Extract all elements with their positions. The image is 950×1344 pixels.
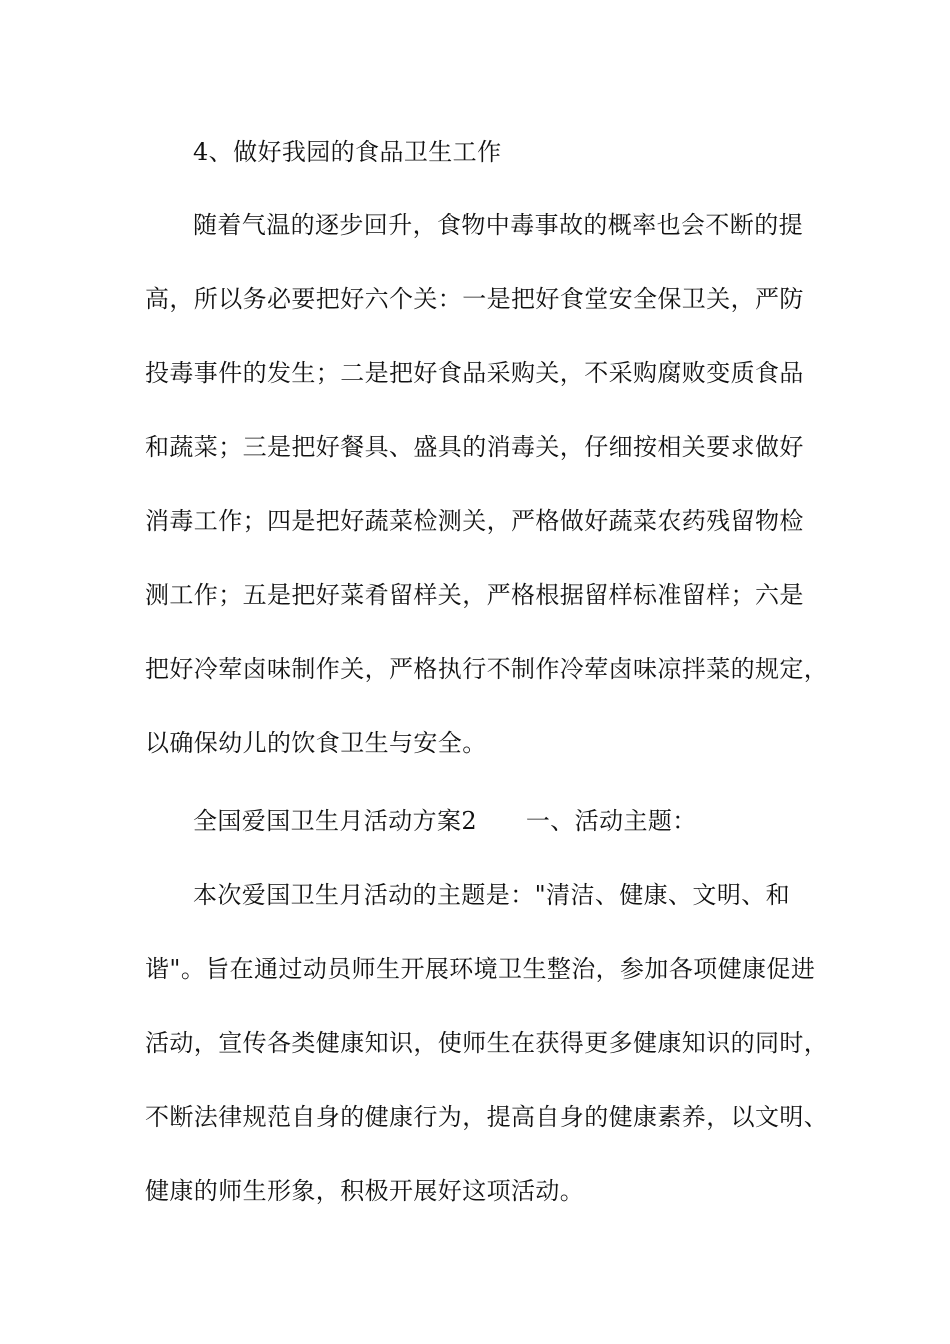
paragraph-line: 谐"。旨在通过动员师生开展环境卫生整治，参加各项健康促进 [145, 955, 816, 983]
paragraph-line: 和蔬菜；三是把好餐具、盛具的消毒关，仔细按相关要求做好 [145, 433, 804, 461]
paragraph-line: 消毒工作；四是把好蔬菜检测关，严格做好蔬菜农药残留物检 [145, 507, 804, 535]
section-heading: 全国爱国卫生月活动方案2 一、活动主题： [193, 807, 697, 835]
paragraph-line: 不断法律规范自身的健康行为，提高自身的健康素养，以文明、 [145, 1103, 829, 1131]
paragraph-line: 高，所以务必要把好六个关：一是把好食堂安全保卫关，严防 [145, 285, 804, 313]
section-heading: 4、做好我园的食品卫生工作 [193, 138, 502, 166]
paragraph-line: 活动，宣传各类健康知识，使师生在获得更多健康知识的同时， [145, 1029, 829, 1057]
paragraph-line: 把好冷荤卤味制作关，严格执行不制作冷荤卤味凉拌菜的规定， [145, 655, 829, 683]
paragraph-line: 本次爱国卫生月活动的主题是："清洁、健康、文明、和 [193, 881, 791, 909]
paragraph-line: 随着气温的逐步回升，食物中毒事故的概率也会不断的提 [193, 211, 803, 239]
paragraph-line: 测工作；五是把好菜肴留样关，严格根据留样标准留样；六是 [145, 581, 804, 609]
paragraph-line: 健康的师生形象，积极开展好这项活动。 [145, 1177, 585, 1205]
paragraph-line: 投毒事件的发生；二是把好食品采购关，不采购腐败变质食品 [145, 359, 804, 387]
paragraph-line: 以确保幼儿的饮食卫生与安全。 [145, 729, 487, 757]
